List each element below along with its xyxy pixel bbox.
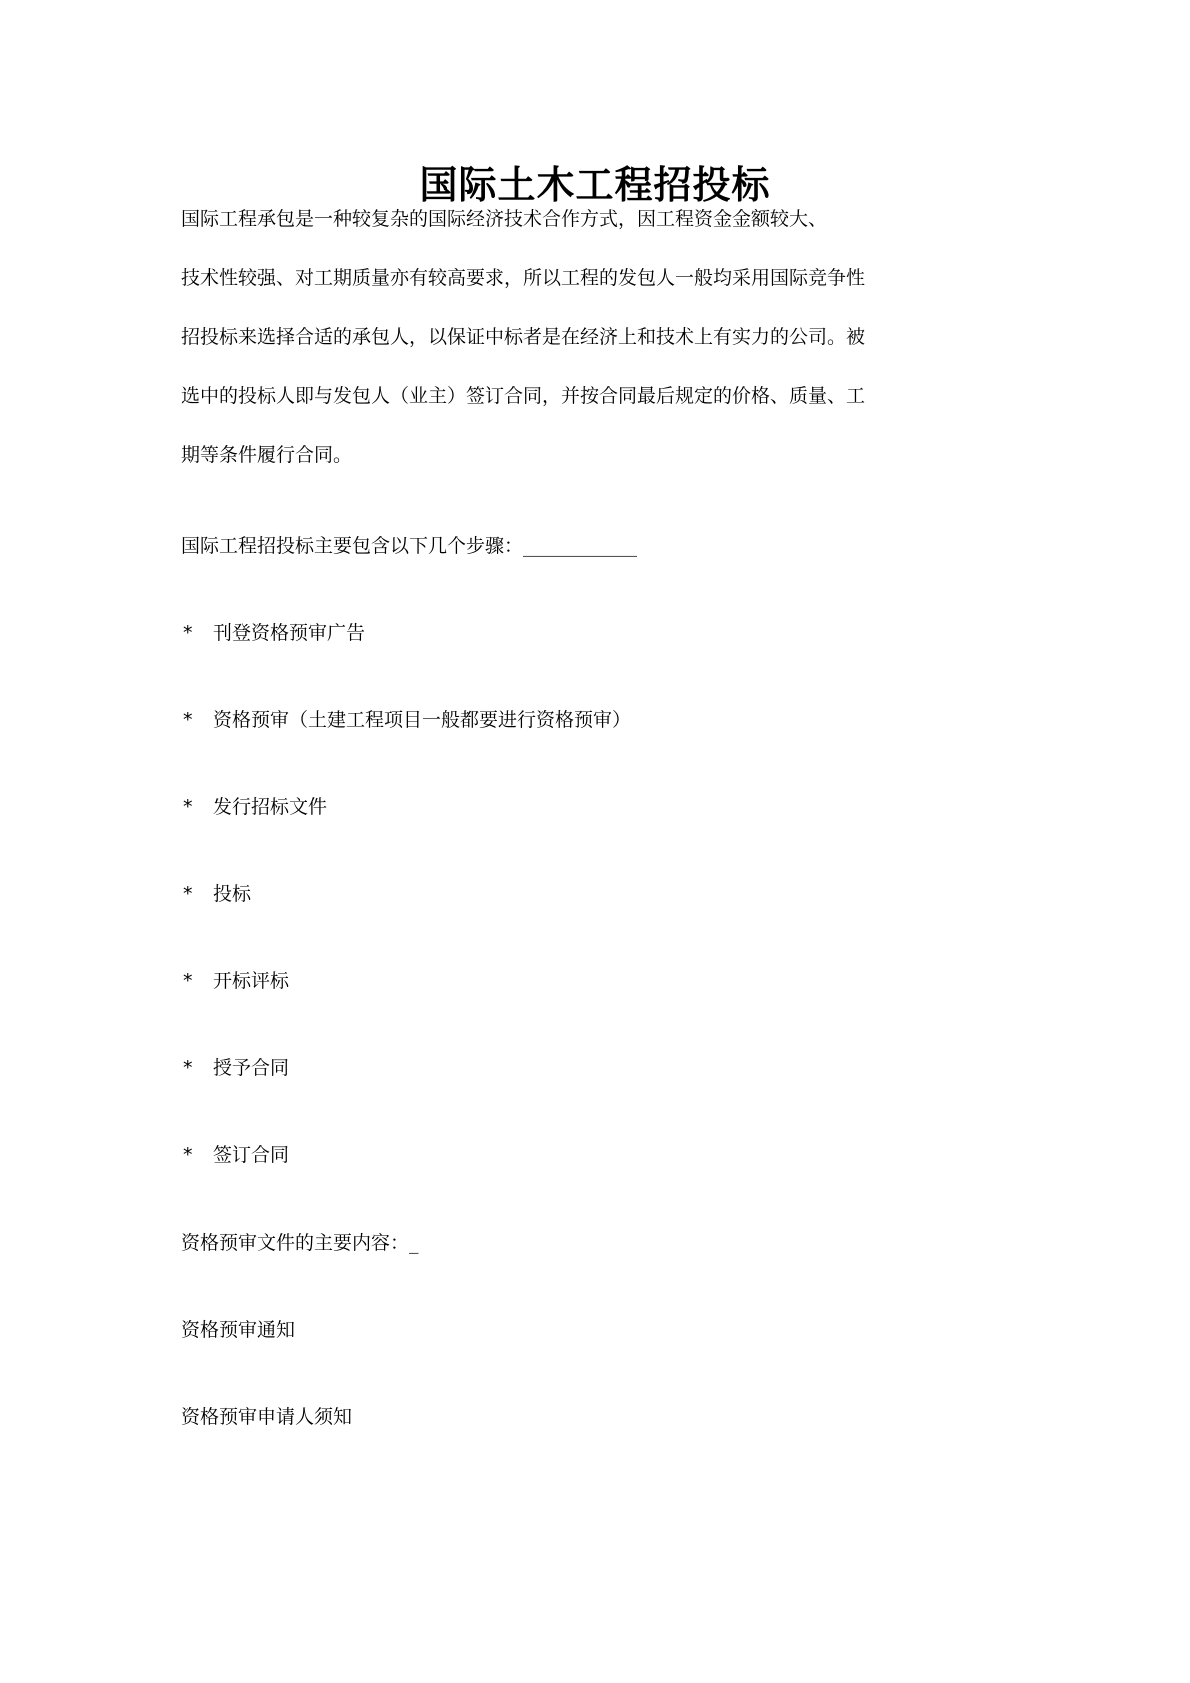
intro-line-5: 期等条件履行合同。 xyxy=(181,444,353,466)
prequal-heading: 资格预审文件的主要内容：_ xyxy=(181,1232,419,1254)
step-label: 投标 xyxy=(213,883,252,905)
step-label: 发行招标文件 xyxy=(213,796,328,818)
step-label: 开标评标 xyxy=(213,970,290,992)
intro-line-2: 技术性较强、对工期质量亦有较高要求，所以工程的发包人一般均采用国际竞争性 xyxy=(181,267,866,289)
bullet-star-icon: * xyxy=(183,1144,193,1166)
prequal-item: 资格预审通知 xyxy=(181,1319,296,1341)
intro-line-4: 选中的投标人即与发包人（业主）签订合同，并按合同最后规定的价格、质量、工 xyxy=(181,385,866,407)
step-label: 签订合同 xyxy=(213,1144,290,1166)
step-item xyxy=(183,1142,289,1168)
step-item xyxy=(183,968,289,994)
step-item xyxy=(183,1055,289,1081)
bullet-star-icon: * xyxy=(183,796,193,818)
bullet-star-icon: * xyxy=(183,1057,193,1079)
intro-line-1: 国际工程承包是一种较复杂的国际经济技术合作方式，因工程资金金额较大、 xyxy=(181,208,828,230)
bullet-star-icon: * xyxy=(183,622,193,644)
step-item xyxy=(183,794,327,820)
document-title: 国际土木工程招投标 xyxy=(419,162,771,207)
steps-heading: 国际工程招投标主要包含以下几个步骤：____________ xyxy=(181,535,638,557)
bullet-star-icon: * xyxy=(183,709,193,731)
step-label: 刊登资格预审广告 xyxy=(213,622,366,644)
bullet-star-icon: * xyxy=(183,883,193,905)
step-label: 授予合同 xyxy=(213,1057,290,1079)
bullet-star-icon: * xyxy=(183,970,193,992)
step-label: 资格预审（土建工程项目一般都要进行资格预审） xyxy=(213,709,632,731)
step-item xyxy=(183,881,251,907)
step-item xyxy=(183,620,365,646)
prequal-item: 资格预审申请人须知 xyxy=(181,1406,353,1428)
step-item xyxy=(183,707,631,733)
intro-line-3: 招投标来选择合适的承包人，以保证中标者是在经济上和技术上有实力的公司。被 xyxy=(181,326,866,348)
